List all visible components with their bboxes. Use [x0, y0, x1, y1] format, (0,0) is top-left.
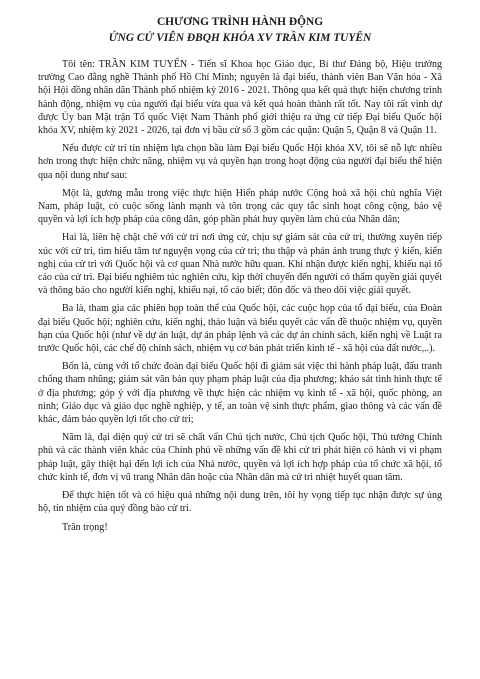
paragraph-point-3: Ba là, tham gia các phiên họp toàn thể của Quốc hội, các cuộc họp của tổ đại biểu, của Đoàn đại biểu Quốc hội; nghiên cứu, kiến nghị, thảo luận và biểu quyết các vấn đề thuộc nhiệm vụ, quyền hạn của Quốc hội (như về dự án luật, dự án pháp lệnh và các dự án chính sách, kiến nghị về Luật ra trước Quốc hội, các chế độ chính sách, nhiệm vụ cơ bản phát triển kinh tế - xã hội của đất nước,..).	[38, 303, 442, 355]
paragraph-intro: Tôi tên: TRẦN KIM TUYẾN - Tiến sĩ Khoa học Giáo dục, Bí thư Đảng bộ, Hiệu trưởng trường Cao đẳng nghề Thành phố Hồ Chí Minh; nguyên là đại biểu, thành viên Ban Văn hóa - Xã hội Hội đồng nhân dân Thành phố nhiệm kỳ 2016 - 2021. Thông qua kết quả thực hiện chương trình hành động, nhiệm vụ của người đại biểu vừa qua và kết quả hoàn thành rất tốt. Nay tôi rất vinh dự được Ủy ban Mặt trận Tổ quốc Việt Nam Thành phố giới thiệu ra ứng cử tiếp Đại biểu Quốc hội khóa XV, nhiệm kỳ 2021 - 2026, tại đơn vị bầu cử số 3 gồm các quận: Quận 5, Quận 8 và Quận 11.	[38, 59, 442, 137]
document-body	[38, 58, 442, 534]
paragraph-point-2: Hai là, liên hệ chặt chẽ với cử tri nơi ứng cử, chịu sự giám sát của cử tri, thường xuyên tiếp xúc với cử tri, tìm hiểu tâm tư nguyện vọng của cử tri; thu thập và phản ánh trung thực ý kiến, kiến nghị của cử tri với Quốc hội và cơ quan Nhà nước hữu quan. Khi nhận được kiến nghị, khiếu nại tố cáo của cử tri. Đại biểu nghiêm túc nghiên cứu, kịp thời chuyển đến người có thẩm quyền giải quyết và thông báo cho người kiến nghị, khiếu nại, tố cáo biết; đôn đốc và theo dõi việc giải quyết.	[38, 232, 442, 297]
paragraph-conclusion: Để thực hiện tốt và có hiệu quả những nội dung trên, tôi hy vọng tiếp tục nhận được sự ủng hộ, tín nhiệm của quý đồng bào cử tri.	[38, 490, 442, 515]
paragraph-point-1: Một là, gương mẫu trong việc thực hiện Hiến pháp nước Cộng hoà xã hội chủ nghĩa Việt Nam, pháp luật, có cuộc sống lành mạnh và tôn trọng các quy tắc sinh hoạt công cộng, bảo vệ quyền và lợi ích hợp pháp của công dân, góp phần phát huy quyền làm chủ của Nhân dân;	[38, 187, 442, 226]
document-subtitle: ỨNG CỬ VIÊN ĐBQH KHÓA XV TRẦN KIM TUYẾN	[108, 32, 372, 44]
closing-line: Trân trọng!	[62, 521, 108, 533]
paragraph-point-5: Năm là, đại diện quý cử tri sẽ chất vấn Chủ tịch nước, Chủ tịch Quốc hội, Thủ tướng Chính phủ và các thành viên khác của Chính phủ về những vấn đề khi cử tri phát hiện có hành vi vi phạm pháp luật, gây thiệt hại đến lợi ích của Nhà nước, quyền và lợi ích hợp pháp của tổ chức xã hội, tổ chức kinh tế, đơn vị vũ trang Nhân dân hoặc của Nhân dân mà cử tri nhiệt huyết quan tâm.	[38, 432, 442, 483]
paragraph-commitment: Nếu được cử tri tín nhiệm lựa chọn bầu làm Đại biểu Quốc Hội khóa XV, tôi sẽ nỗ lực nhiều hơn trong thực hiện chức năng, nhiệm vụ và quyền hạn trong hoạt động của người đại biểu thể hiện qua nội dung như sau:	[38, 143, 442, 181]
document-title: CHƯƠNG TRÌNH HÀNH ĐỘNG	[156, 16, 324, 28]
paragraph-point-4: Bốn là, cùng với tổ chức đoàn đại biểu Quốc hội đi giám sát việc thi hành pháp luật, đấu tranh chống tham nhũng; giám sát văn bản quy phạm pháp luật của địa phương; khảo sát tình hình thực tế ở địa phương; góp ý với địa phương về thực hiện các nhiệm vụ kinh tế - xã hội, quốc phòng, an ninh; Giáo dục và giáo dục nghề nghiệp, y tế, an toàn vệ sinh thực phẩm, giao thông và các vấn đề khác, đảm bảo quyền lợi tốt cho cử tri;	[38, 361, 442, 426]
